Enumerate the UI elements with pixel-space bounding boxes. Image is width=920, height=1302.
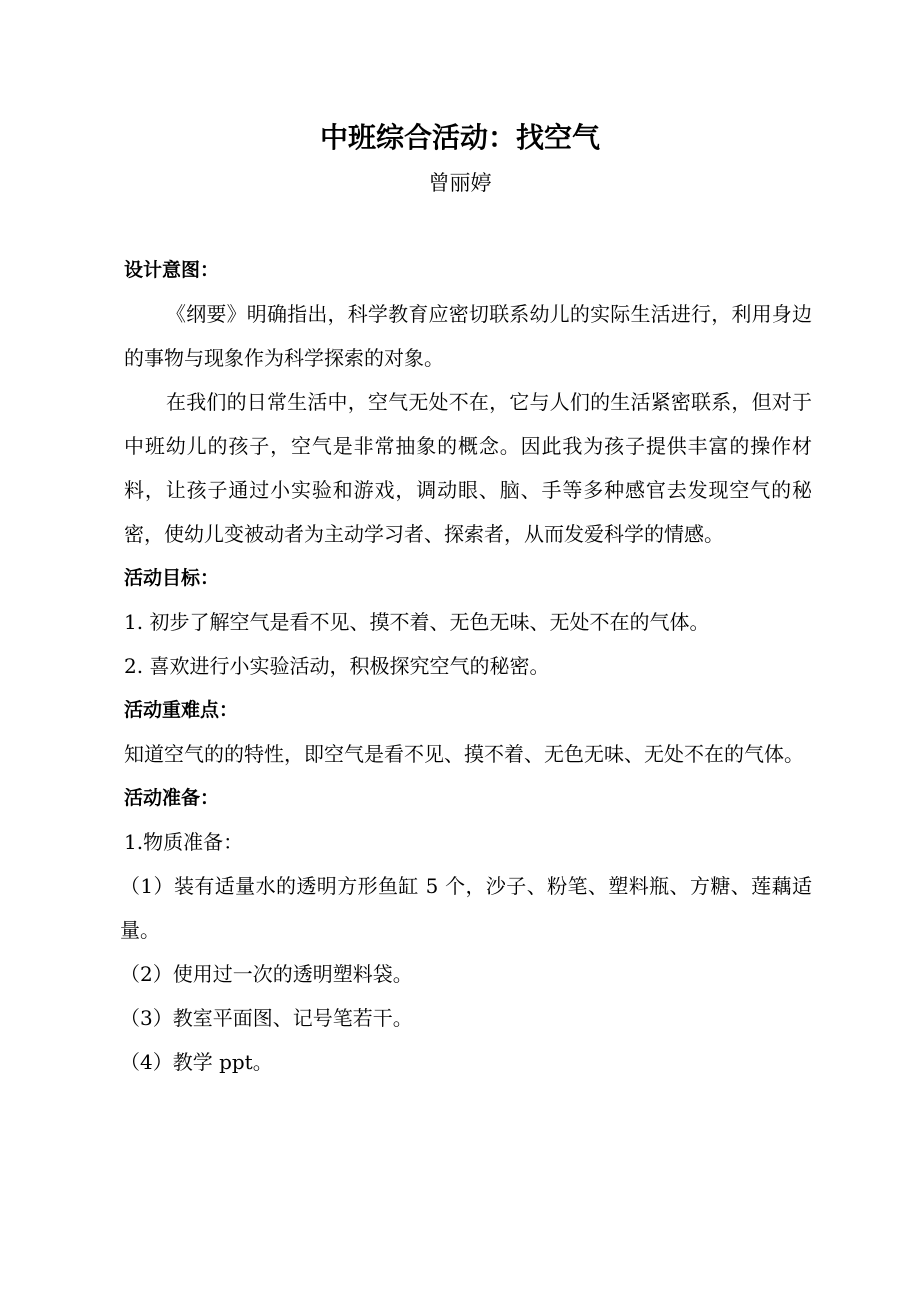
preparation-item: （4）教学 ppt。 (120, 1050, 273, 1074)
goal-item: 2. 喜欢进行小实验活动，积极探究空气的秘密。 (124, 654, 550, 678)
design-intent-paragraph: 《纲要》明确指出，科学教育应密切联系幼儿的实际生活进行，利用身边的事物与现象作为科学探索的对象。 (124, 302, 812, 370)
preparation-item: （2）使用过一次的透明塑料袋。 (120, 962, 413, 986)
design-intent-paragraph: 在我们的日常生活中，空气无处不在，它与人们的生活紧密联系，但对于中班幼儿的孩子，空气是非常抽象的概念。因此我为孩子提供丰富的操作材料，让孩子通过小实验和游戏，调动眼、脑、手等多种感官去发现空气的秘密，使幼儿变被动者为主动学习者、探索者，从而发爱科学的情感。 (124, 390, 812, 546)
section-heading-design-intent: 设计意图： (124, 259, 220, 281)
document-author: 曾丽婷 (428, 171, 492, 195)
preparation-item: （3）教室平面图、记号笔若干。 (120, 1006, 413, 1030)
key-points-text: 知道空气的的特性，即空气是看不见、摸不着、无色无味、无处不在的气体。 (124, 742, 804, 766)
preparation-item: （1）装有适量水的透明方形鱼缸 5 个，沙子、粉笔、塑料瓶、方糖、莲藕适量。 (120, 874, 812, 942)
document-title: 中班综合活动：找空气 (319, 121, 600, 154)
section-heading-key-points: 活动重难点： (124, 699, 239, 721)
section-heading-goals: 活动目标： (124, 567, 220, 589)
preparation-subheading: 1.物质准备： (124, 830, 244, 854)
section-heading-preparation: 活动准备： (124, 787, 220, 809)
document-body (120, 248, 812, 1084)
goal-item: 1. 初步了解空气是看不见、摸不着、无色无味、无处不在的气体。 (124, 610, 710, 634)
